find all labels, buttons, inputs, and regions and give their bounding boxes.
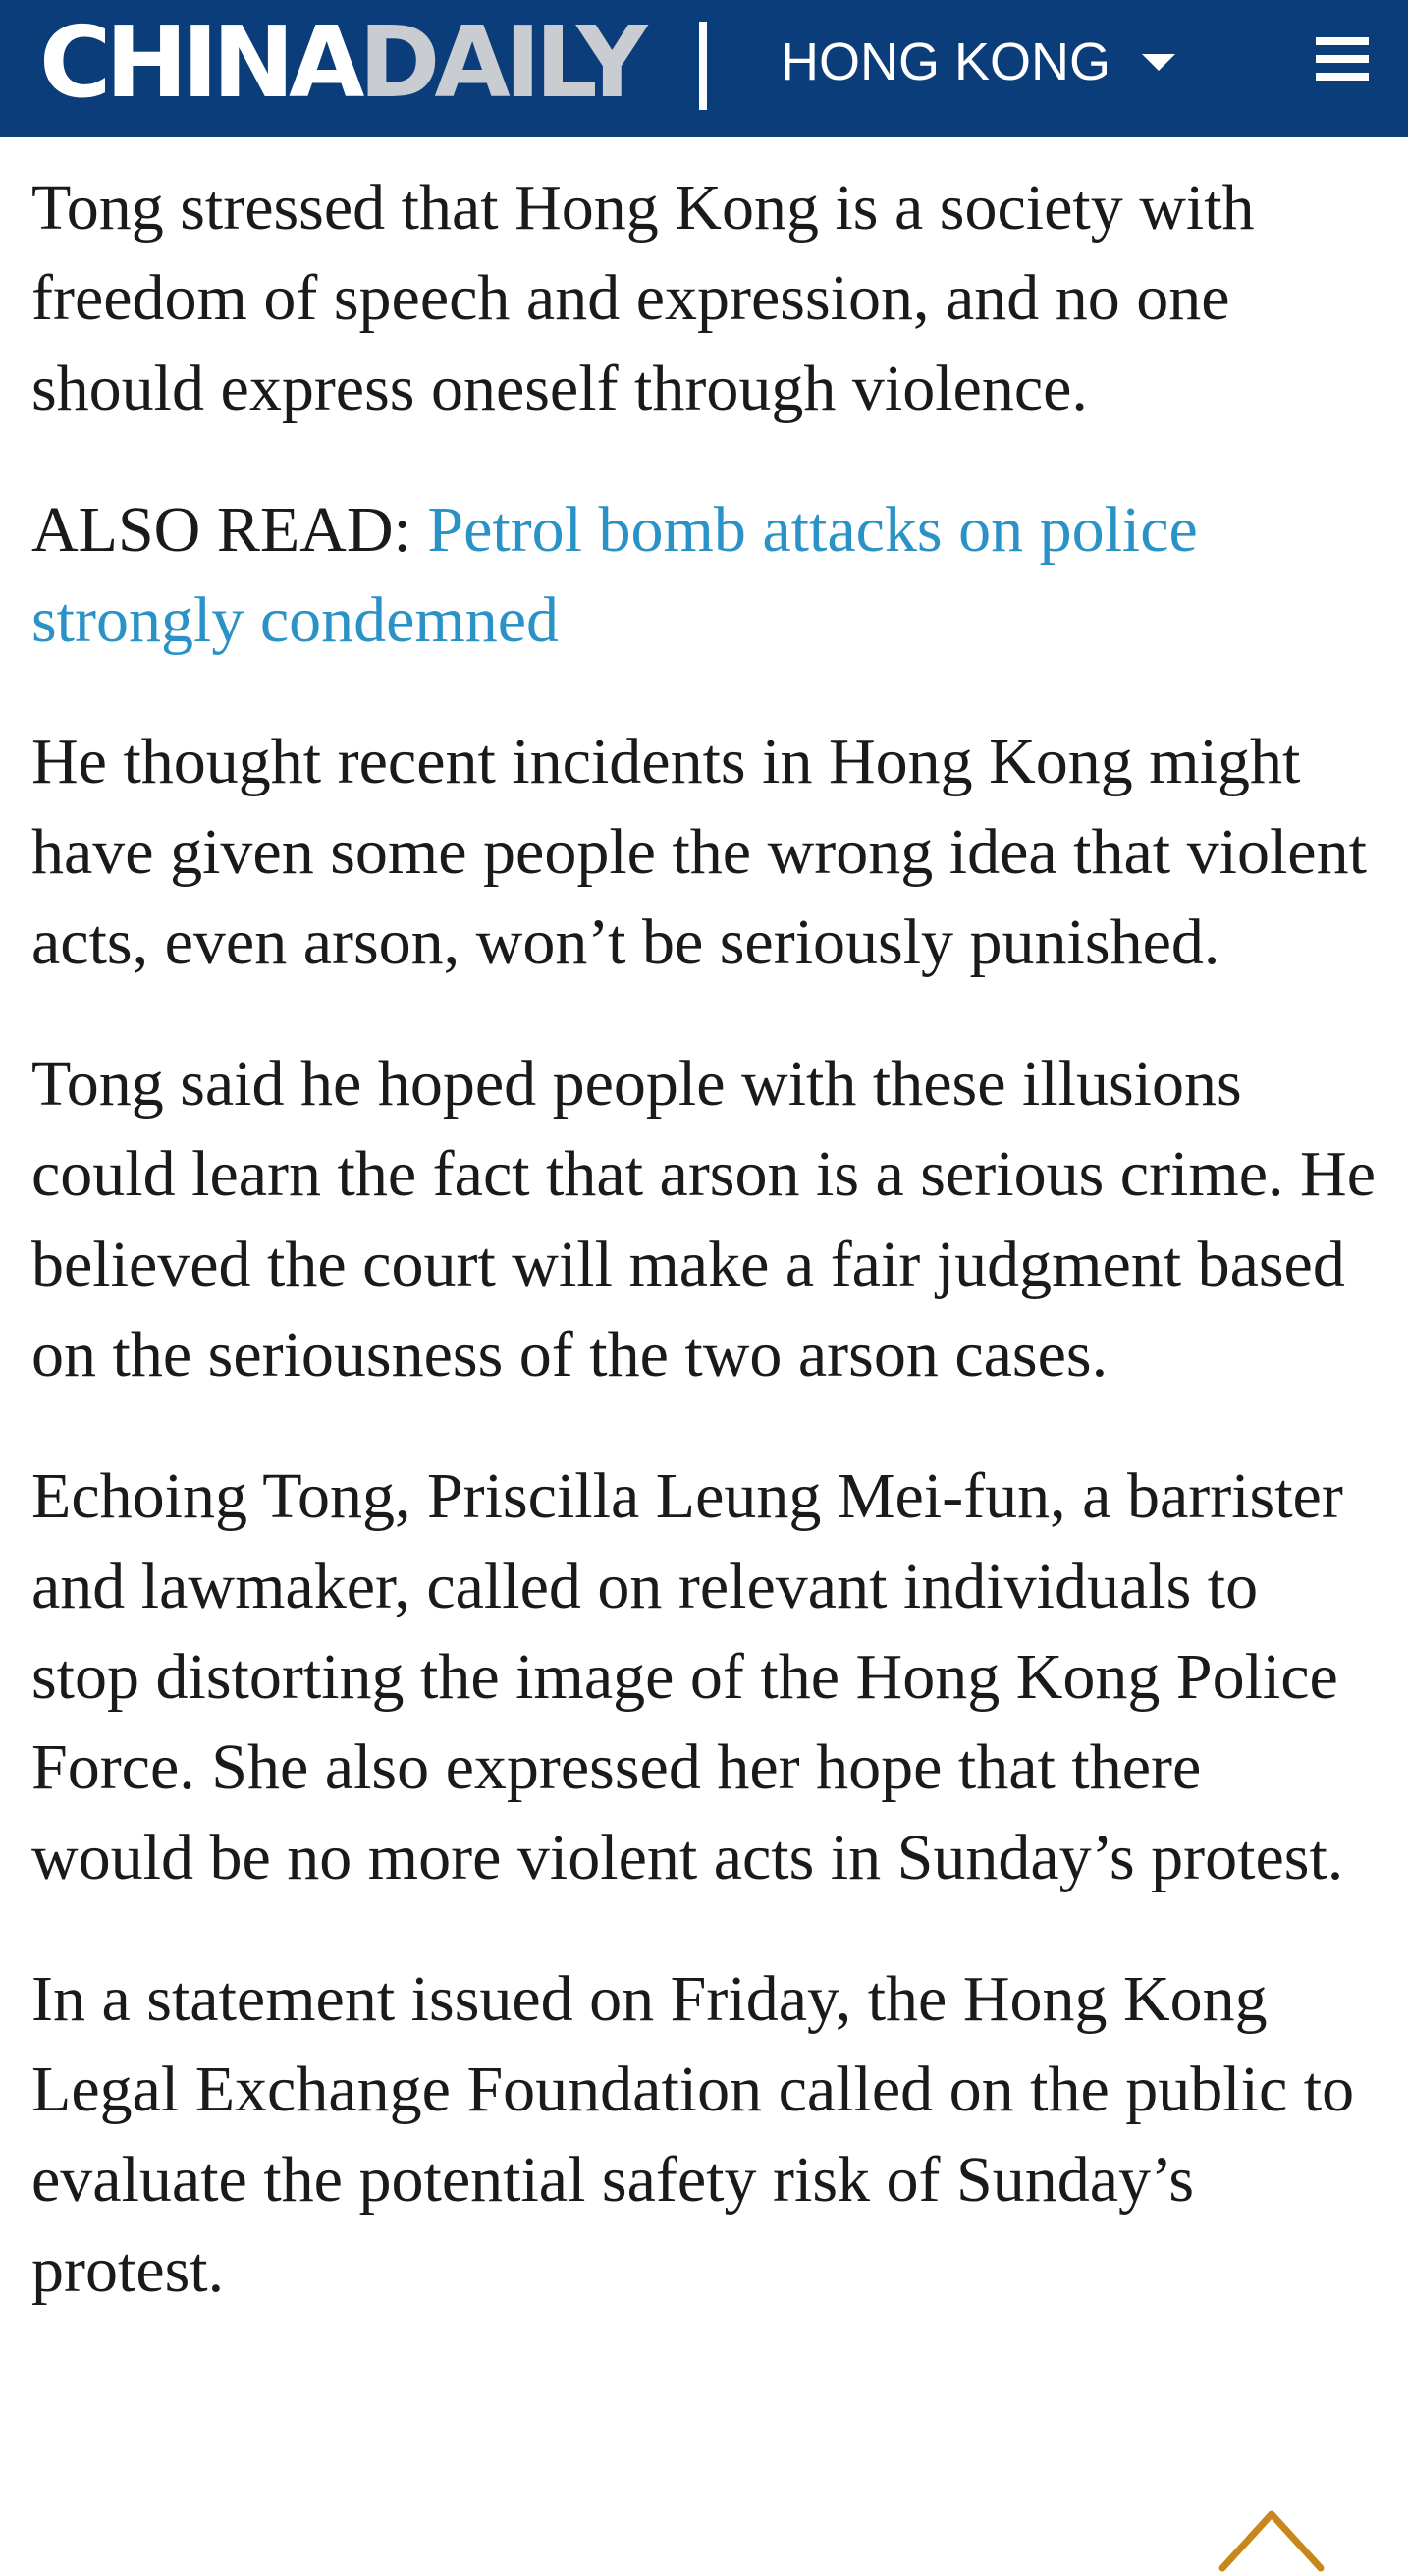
caret-down-icon	[1142, 54, 1175, 71]
hamburger-menu-icon[interactable]	[1316, 37, 1369, 81]
also-read-link[interactable]: Petrol bomb attacks on police strongly condemned	[31, 494, 1198, 656]
article-paragraph: Tong stressed that Hong Kong is a society with freedom of speech and expression, and no one should express oneself through violence.	[31, 172, 1255, 424]
top-nav-bar	[0, 0, 1408, 137]
article-paragraph: He thought recent incidents in Hong Kong might have given some people the wrong idea that violent acts, even arson, won’t be seriously punished.	[31, 726, 1367, 978]
chevron-up-icon	[1213, 2490, 1330, 2576]
china-daily-logo[interactable]	[39, 4, 642, 122]
article-paragraph: Echoing Tong, Priscilla Leung Mei-fun, a barrister and lawmaker, called on relevant individuals to stop distorting the image of the Hong Kong Police Force. She also expressed her hope that there would be no more violent acts in Sunday’s protest.	[31, 1460, 1344, 1893]
article-paragraph: In a statement issued on Friday, the Hong Kong Legal Exchange Foundation called on the public to evaluate the potential safety risk of Sunday’s protest.	[31, 1963, 1355, 2306]
logo-china-text: CHINA	[39, 5, 359, 120]
header-divider	[699, 22, 707, 110]
region-label: HONG KONG	[781, 32, 1111, 91]
article-paragraph: Tong said he hoped people with these illusions could learn the fact that arson is a serious crime. He believed the court will make a fair judgment based on the seriousness of the two arson cases.	[31, 1048, 1376, 1391]
back-to-top-button[interactable]	[1213, 2490, 1330, 2576]
logo-daily-text: DAILY	[358, 5, 642, 120]
article-body	[31, 163, 1377, 2367]
also-read-label: ALSO READ:	[31, 494, 411, 566]
region-selector[interactable]	[781, 27, 1175, 96]
also-read	[31, 485, 1377, 666]
